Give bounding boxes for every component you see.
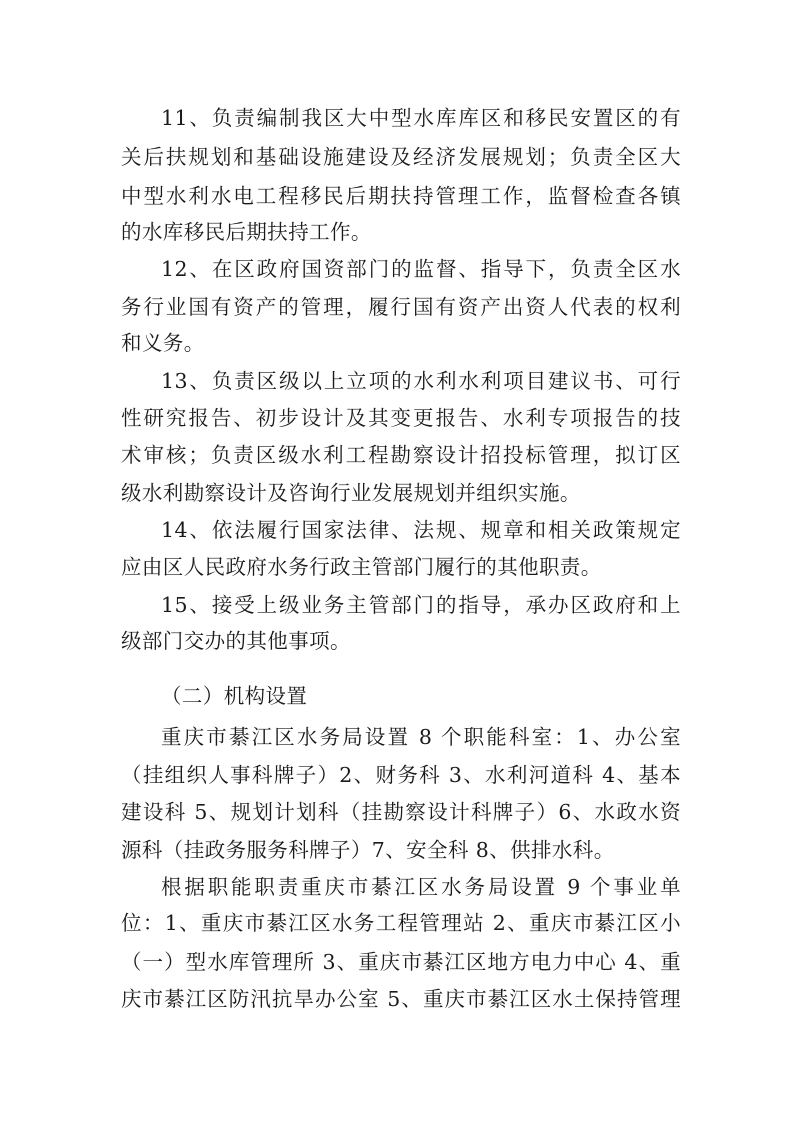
paragraph-12-line-2: 务行业国有资产的管理，履行国有资产出资人代表的权利 bbox=[121, 295, 681, 319]
paragraph-11-line-4: 的水库移民后期扶持工作。 bbox=[121, 220, 372, 244]
section-heading: （二）机构设置 bbox=[161, 684, 308, 708]
paragraph-14-line-1: 14、依法履行国家法律、法规、规章和相关政策规定 bbox=[161, 518, 681, 542]
paragraph-13-line-3: 术审核；负责区级水利工程勘察设计招投标管理，拟订区 bbox=[121, 443, 681, 467]
paragraph-offices-line-2: （挂组织人事科牌子）2、财务科 3、水利河道科 4、基本 bbox=[121, 763, 681, 787]
paragraph-11-line-3: 中型水利水电工程移民后期扶持管理工作，监督检查各镇 bbox=[121, 184, 681, 208]
paragraph-units-line-3: （一）型水库管理所 3、重庆市綦江区地方电力中心 4、重 bbox=[121, 950, 681, 974]
paragraph-13-line-1: 13、负责区级以上立项的水利水利项目建议书、可行 bbox=[161, 369, 681, 393]
paragraph-15-line-1: 15、接受上级业务主管部门的指导，承办区政府和上 bbox=[161, 593, 681, 617]
paragraph-units-line-1: 根据职能职责重庆市綦江区水务局设置 9 个事业单 bbox=[161, 875, 681, 899]
paragraph-11-line-2: 关后扶规划和基础设施建设及经济发展规划；负责全区大 bbox=[121, 145, 681, 169]
paragraph-13-line-2: 性研究报告、初步设计及其变更报告、水利专项报告的技 bbox=[121, 406, 681, 430]
paragraph-units-line-2: 位：1、重庆市綦江区水务工程管理站 2、重庆市綦江区小 bbox=[121, 911, 681, 935]
paragraph-15-line-2: 级部门交办的其他事项。 bbox=[121, 629, 351, 653]
paragraph-units-line-4: 庆市綦江区防汛抗旱办公室 5、重庆市綦江区水土保持管理 bbox=[121, 987, 681, 1011]
paragraph-offices-line-1: 重庆市綦江区水务局设置 8 个职能科室：1、办公室 bbox=[161, 725, 681, 749]
paragraph-13-line-4: 级水利勘察设计及咨询行业发展规划并组织实施。 bbox=[121, 481, 581, 505]
paragraph-offices-line-4: 源科（挂政务服务科牌子）7、安全科 8、供排水科。 bbox=[121, 838, 615, 862]
paragraph-11-line-1: 11、负责编制我区大中型水库库区和移民安置区的有 bbox=[161, 106, 681, 130]
paragraph-12-line-1: 12、在区政府国资部门的监督、指导下，负责全区水 bbox=[161, 257, 681, 281]
paragraph-offices-line-3: 建设科 5、规划计划科（挂勘察设计科牌子）6、水政水资 bbox=[121, 800, 681, 824]
paragraph-14-line-2: 应由区人民政府水务行政主管部门履行的其他职责。 bbox=[121, 555, 602, 579]
paragraph-12-line-3: 和义务。 bbox=[121, 331, 205, 355]
